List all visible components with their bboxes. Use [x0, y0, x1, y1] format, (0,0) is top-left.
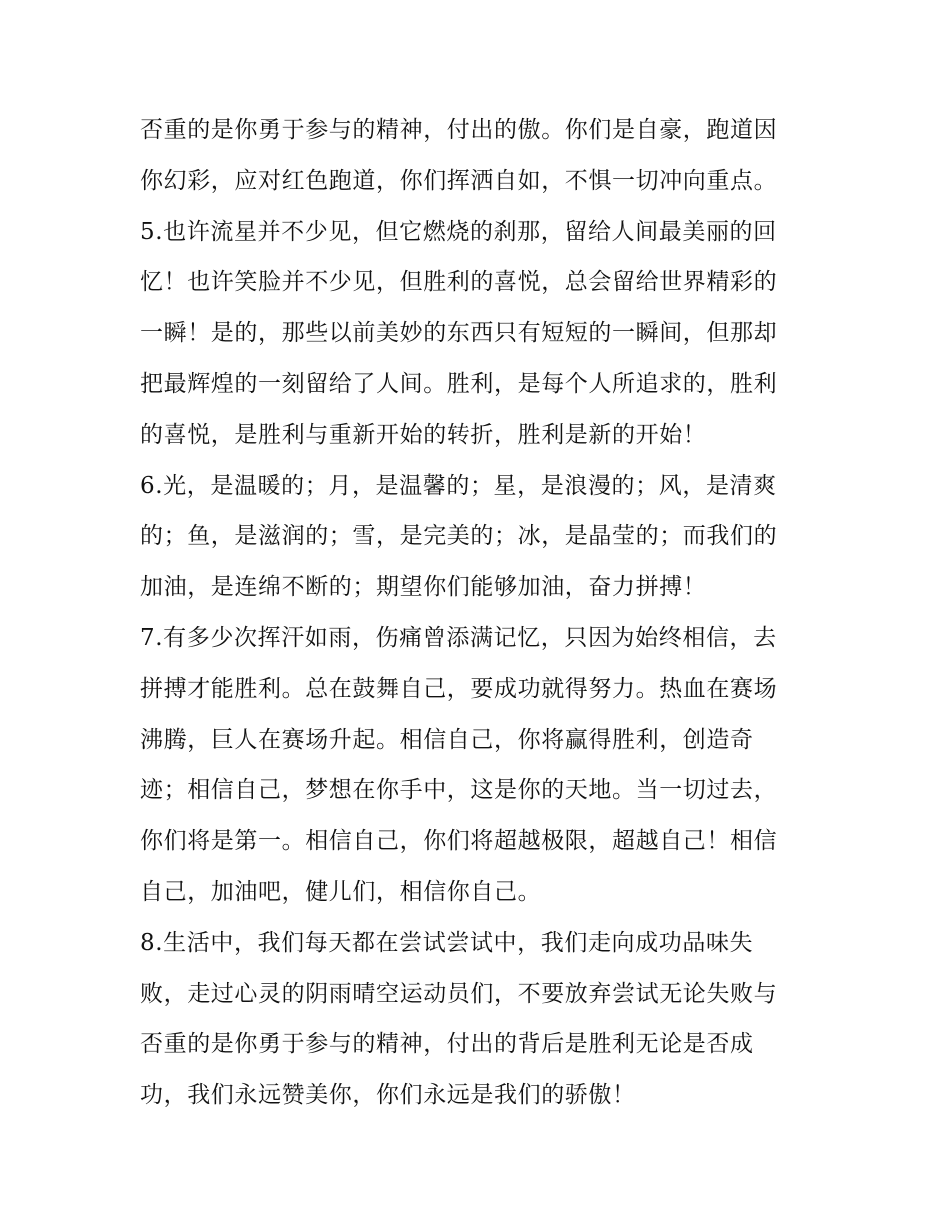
text-line: 拼搏才能胜利。总在鼓舞自己，要成功就得努力。热血在赛场 [140, 675, 778, 702]
text-line: 把最辉煌的一刻留给了人间。胜利，是每个人所追求的，胜利 [140, 370, 778, 397]
text-line: 你幻彩，应对红色跑道，你们挥洒自如，不惧一切冲向重点。 [140, 167, 778, 194]
text-line: 沸腾，巨人在赛场升起。相信自己，你将赢得胜利，创造奇 [140, 726, 754, 753]
text-line: 自己，加油吧，健儿们，相信你自己。 [140, 878, 542, 905]
text-line: 的喜悦，是胜利与重新开始的转折，胜利是新的开始！ [140, 421, 707, 448]
text-line: 否重的是你勇于参与的精神，付出的傲。你们是自豪，跑道因 [140, 117, 778, 143]
text-line: 一瞬！是的，那些以前美妙的东西只有短短的一瞬间，但那却 [140, 320, 778, 347]
text-line: 8.生活中，我们每天都在尝试尝试中，我们走向成功品味失 [140, 929, 754, 956]
text-line: 5.也许流星并不少见，但它燃烧的刹那，留给人间最美丽的回 [140, 218, 777, 245]
text-line: 加油，是连绵不断的；期望你们能够加油，奋力拼搏！ [140, 574, 707, 601]
text-line: 7.有多少次挥汗如雨，伤痛曾添满记忆，只因为始终相信，去 [140, 624, 777, 651]
text-line: 否重的是你勇于参与的精神，付出的背后是胜利无论是否成 [140, 1031, 754, 1058]
text-line: 的；鱼，是滋润的；雪，是完美的；冰，是晶莹的；而我们的 [140, 523, 778, 550]
text-line: 你们将是第一。相信自己，你们将超越极限，超越自己！相信 [140, 828, 778, 855]
text-line: 功，我们永远赞美你，你们永远是我们的骄傲！ [140, 1082, 636, 1109]
text-line: 败，走过心灵的阴雨晴空运动员们，不要放弃尝试无论失败与 [140, 980, 778, 1007]
text-line: 6.光，是温暖的；月，是温馨的；星，是浪漫的；风，是清爽 [140, 472, 777, 499]
document-body [140, 105, 812, 1121]
text-line: 迹；相信自己，梦想在你手中，这是你的天地。当一切过去， [140, 777, 778, 804]
text-line: 忆！也许笑脸并不少见，但胜利的喜悦，总会留给世界精彩的 [140, 269, 778, 296]
